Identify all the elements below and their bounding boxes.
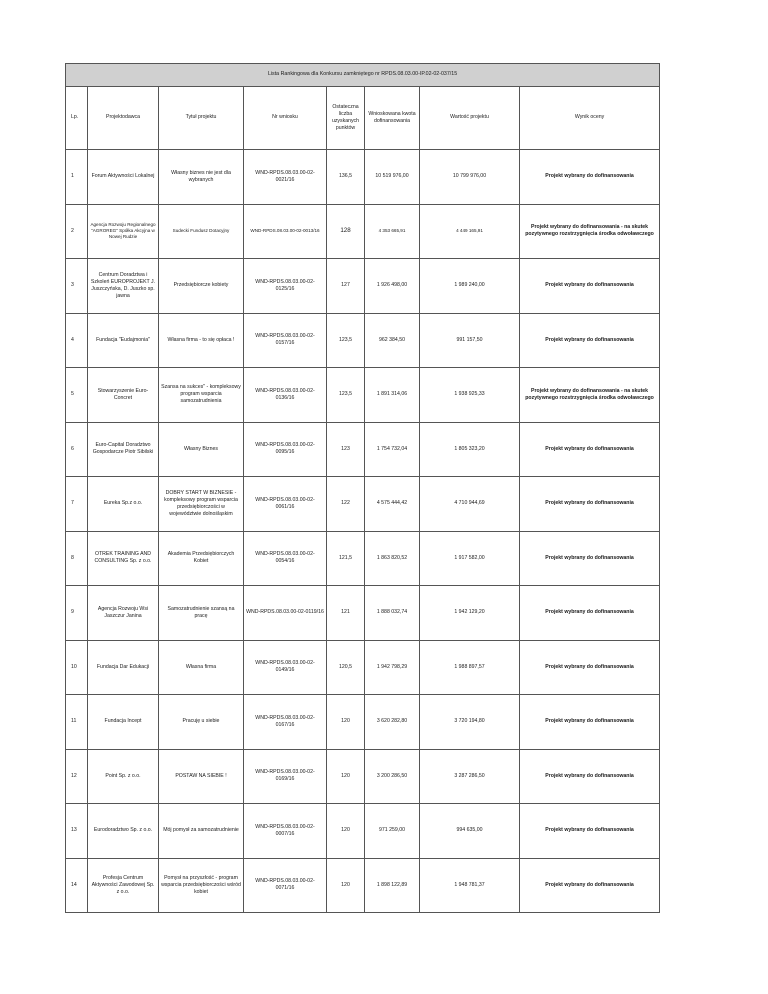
cell-kwota: 1 863 820,52 (365, 531, 420, 586)
cell-projektodawca: OTREK TRAINING AND CONSULTING Sp. z o.o. (88, 531, 159, 586)
cell-kwota: 4 353 665,91 (365, 204, 420, 259)
cell-projektodawca: Eureka Sp.z o.o. (88, 477, 159, 532)
cell-nr-wniosku: WND-RPDS.08.03.00-02-0095/16 (244, 422, 327, 477)
cell-tytul: Własna firma - to się opłaca ! (159, 313, 244, 368)
cell-kwota: 10 519 976,00 (365, 150, 420, 205)
cell-tytul: Własny Biznes (159, 422, 244, 477)
cell-punkty: 120 (327, 858, 365, 913)
cell-wartosc: 4 449 165,91 (420, 204, 520, 259)
cell-wartosc: 1 917 582,00 (420, 531, 520, 586)
table-row (66, 531, 660, 586)
cell-punkty: 120,5 (327, 640, 365, 695)
cell-tytul: DOBRY START W BIZNESIE - kompleksowy program wsparcia przedsiębiorczości w województwie dolnośląskim (159, 477, 244, 532)
cell-nr-wniosku: WND-RPDS.08.03.00-02-0013/16 (244, 204, 327, 259)
cell-lp: 12 (66, 749, 88, 804)
cell-tytul: Własny biznes nie jest dla wybranych (159, 150, 244, 205)
cell-projektodawca: Fundacja Dar Edukacji (88, 640, 159, 695)
cell-projektodawca: Profesja Centrum Aktywności Zawodowej Sp. z o.o. (88, 858, 159, 913)
header-wartosc: Wartość projektu (420, 87, 520, 150)
cell-projektodawca: Agencja Rozwoju Wsi Jaszczur Janina (88, 586, 159, 641)
cell-kwota: 1 891 314,06 (365, 368, 420, 423)
cell-punkty: 121 (327, 586, 365, 641)
cell-projektodawca: Agencja Rozwoju Regionalnego "AGROREG" Spółka Akcyjna w Nowej Rudzie (88, 204, 159, 259)
cell-wartosc: 4 710 944,69 (420, 477, 520, 532)
cell-kwota: 4 575 444,42 (365, 477, 420, 532)
cell-lp: 4 (66, 313, 88, 368)
table-row (66, 586, 660, 641)
cell-projektodawca: Stowarzyszenie Euro-Concret (88, 368, 159, 423)
cell-wartosc: 1 938 925,33 (420, 368, 520, 423)
cell-punkty: 122 (327, 477, 365, 532)
cell-lp: 9 (66, 586, 88, 641)
cell-lp: 11 (66, 695, 88, 750)
table-row (66, 640, 660, 695)
header-wynik: Wynik oceny (520, 87, 660, 150)
cell-punkty: 121,5 (327, 531, 365, 586)
cell-nr-wniosku: WND-RPDS.08.03.00-02-0021/16 (244, 150, 327, 205)
cell-lp: 13 (66, 804, 88, 859)
cell-wynik: Projekt wybrany do dofinansowania - na skutek pozytywnego rozstrzygnięcia środka odwoławczego (520, 368, 660, 423)
cell-wynik: Projekt wybrany do dofinansowania (520, 422, 660, 477)
cell-tytul: Pomysł na przyszłość - program wsparcia przedsiębiorczości wśród kobiet (159, 858, 244, 913)
ranking-table (65, 63, 660, 913)
table-row (66, 313, 660, 368)
table-title-row (66, 64, 660, 87)
cell-wartosc: 994 635,00 (420, 804, 520, 859)
cell-tytul: Pracuję u siebie (159, 695, 244, 750)
cell-wynik: Projekt wybrany do dofinansowania (520, 150, 660, 205)
cell-lp: 2 (66, 204, 88, 259)
cell-punkty: 123 (327, 422, 365, 477)
cell-nr-wniosku: WND-RPDS.08.03.00-02-0125/16 (244, 259, 327, 314)
cell-wartosc: 1 988 897,57 (420, 640, 520, 695)
cell-punkty: 123,5 (327, 368, 365, 423)
header-punkty: Ostateczna liczba uzyskanych punktów (327, 87, 365, 150)
cell-tytul: Samozatrudnienie szansą na pracę (159, 586, 244, 641)
cell-lp: 3 (66, 259, 88, 314)
cell-wynik: Projekt wybrany do dofinansowania (520, 477, 660, 532)
table-row (66, 259, 660, 314)
table-row (66, 368, 660, 423)
cell-punkty: 123,5 (327, 313, 365, 368)
header-lp: Lp. (66, 87, 88, 150)
cell-lp: 5 (66, 368, 88, 423)
cell-kwota: 1 942 798,29 (365, 640, 420, 695)
cell-tytul: Szansa na sukces" - kompleksowy program wsparcia samozatrudnienia (159, 368, 244, 423)
cell-nr-wniosku: WND-RPDS.08.03.00-02-0136/16 (244, 368, 327, 423)
cell-lp: 1 (66, 150, 88, 205)
table-title: Lista Rankingowa dla Konkursu zamkniętego nr RPDS.08.03.00-IP.02-02-037/15 (66, 64, 660, 87)
cell-nr-wniosku: WND-RPDS.08.03.00-02-0061/16 (244, 477, 327, 532)
cell-punkty: 120 (327, 695, 365, 750)
table-row (66, 804, 660, 859)
cell-kwota: 971 259,00 (365, 804, 420, 859)
cell-kwota: 3 200 286,50 (365, 749, 420, 804)
cell-projektodawca: Fundacja Incept (88, 695, 159, 750)
table-row (66, 477, 660, 532)
cell-tytul: POSTAW NA SIEBIE ! (159, 749, 244, 804)
cell-tytul: Mój pomysł za samozatrudnienie (159, 804, 244, 859)
header-nr-wniosku: Nr wniosku (244, 87, 327, 150)
cell-wynik: Projekt wybrany do dofinansowania (520, 749, 660, 804)
cell-wartosc: 1 942 129,20 (420, 586, 520, 641)
cell-kwota: 1 754 732,04 (365, 422, 420, 477)
cell-kwota: 1 926 498,00 (365, 259, 420, 314)
cell-projektodawca: Centrum Doradztwa i Szkoleń EUROPROJEKT J. Juszczyńska, D. Juszko sp. jawna (88, 259, 159, 314)
cell-projektodawca: Fundacja "Eudajmonia" (88, 313, 159, 368)
cell-lp: 14 (66, 858, 88, 913)
cell-wynik: Projekt wybrany do dofinansowania (520, 640, 660, 695)
header-tytul: Tytuł projektu (159, 87, 244, 150)
cell-projektodawca: Eurodoradztwo Sp. z o.o. (88, 804, 159, 859)
cell-wartosc: 1 989 240,00 (420, 259, 520, 314)
table-row (66, 422, 660, 477)
cell-lp: 8 (66, 531, 88, 586)
table-row (66, 150, 660, 205)
table-row (66, 204, 660, 259)
cell-kwota: 962 384,50 (365, 313, 420, 368)
cell-nr-wniosku: WND-RPDS.08.03.00-02-0169/16 (244, 749, 327, 804)
cell-wartosc: 991 157,50 (420, 313, 520, 368)
cell-wynik: Projekt wybrany do dofinansowania (520, 695, 660, 750)
cell-wynik: Projekt wybrany do dofinansowania (520, 858, 660, 913)
table-row (66, 858, 660, 913)
ranking-list-document (65, 63, 659, 913)
cell-punkty: 127 (327, 259, 365, 314)
cell-kwota: 3 620 282,80 (365, 695, 420, 750)
cell-nr-wniosku: WND-RPDS.08.03.00-02-0167/16 (244, 695, 327, 750)
cell-wynik: Projekt wybrany do dofinansowania - na skutek pozytywnego rozstrzygnięcia środka odwoławczego (520, 204, 660, 259)
cell-punkty: 120 (327, 749, 365, 804)
cell-nr-wniosku: WND-RPDS.08.03.00-02-0119/16 (244, 586, 327, 641)
cell-tytul: Własna firma (159, 640, 244, 695)
cell-nr-wniosku: WND-RPDS.08.03.00-02-0157/16 (244, 313, 327, 368)
cell-projektodawca: Forum Aktywności Lokalnej (88, 150, 159, 205)
cell-nr-wniosku: WND-RPDS.08.03.00-02-0071/16 (244, 858, 327, 913)
cell-projektodawca: Point Sp. z o.o. (88, 749, 159, 804)
cell-wartosc: 3 720 194,80 (420, 695, 520, 750)
cell-nr-wniosku: WND-RPDS.08.03.00-02-0007/16 (244, 804, 327, 859)
cell-wynik: Projekt wybrany do dofinansowania (520, 313, 660, 368)
cell-tytul: Akademia Przedsiębiorczych Kobiet (159, 531, 244, 586)
table-header-row (66, 87, 660, 150)
cell-lp: 6 (66, 422, 88, 477)
cell-wynik: Projekt wybrany do dofinansowania (520, 586, 660, 641)
header-projektodawca: Projektodawca (88, 87, 159, 150)
cell-nr-wniosku: WND-RPDS.08.03.00-02-0149/16 (244, 640, 327, 695)
cell-lp: 7 (66, 477, 88, 532)
cell-projektodawca: Euro-Capital Doradztwo Gospodarcze Piotr Sibilski (88, 422, 159, 477)
cell-wynik: Projekt wybrany do dofinansowania (520, 804, 660, 859)
cell-kwota: 1 898 122,89 (365, 858, 420, 913)
cell-wartosc: 3 287 286,50 (420, 749, 520, 804)
cell-kwota: 1 888 032,74 (365, 586, 420, 641)
cell-wartosc: 10 799 976,00 (420, 150, 520, 205)
cell-wartosc: 1 805 323,20 (420, 422, 520, 477)
cell-tytul: Sudecki Fundusz Dotacyjny (159, 204, 244, 259)
cell-nr-wniosku: WND-RPDS.08.03.00-02-0054/16 (244, 531, 327, 586)
cell-lp: 10 (66, 640, 88, 695)
table-row (66, 749, 660, 804)
cell-punkty: 128 (327, 204, 365, 259)
cell-punkty: 120 (327, 804, 365, 859)
cell-wynik: Projekt wybrany do dofinansowania (520, 531, 660, 586)
cell-punkty: 136,5 (327, 150, 365, 205)
cell-tytul: Przedsiębiorcze kobiety (159, 259, 244, 314)
header-kwota: Wnioskowana kwota dofinansowania (365, 87, 420, 150)
cell-wynik: Projekt wybrany do dofinansowania (520, 259, 660, 314)
table-row (66, 695, 660, 750)
cell-wartosc: 1 948 781,37 (420, 858, 520, 913)
